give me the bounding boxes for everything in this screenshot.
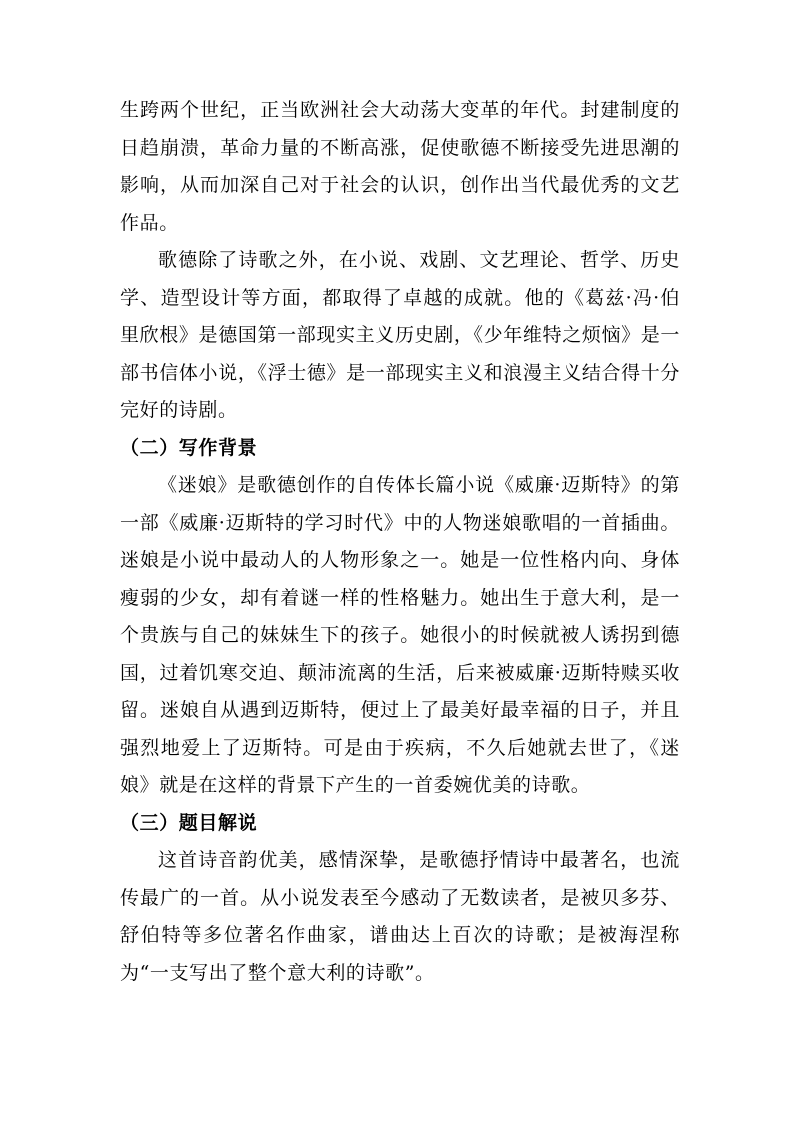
section-heading-title-explanation: （三）题目解说 [120,811,258,834]
paragraph-title-explanation: 这首诗音韵优美，感情深挚，是歌德抒情诗中最著名，也流传最广的一首。从小说发表至今感动了无数读者，是被贝多芬、舒伯特等多位著名作曲家，谱曲达上百次的诗歌；是被海涅称为“一支写出了整个意大利的诗歌”。 [120,849,680,984]
paragraph-goethe-era: 生跨两个世纪，正当欧洲社会大动荡大变革的年代。封建制度的日趋崩溃，革命力量的不断高涨，促使歌德不断接受先进思潮的影响，从而加深自己对于社会的认识，创作出当代最优秀的文艺作品。 [120,99,680,234]
paragraph-writing-background: 《迷娘》是歌德创作的自传体长篇小说《威廉·迈斯特》的第一部《威廉·迈斯特的学习时代》中的人物迷娘歌唱的一首插曲。迷娘是小说中最动人的人物形象之一。她是一位性格内向、身体瘦弱的少女，却有着谜一样的性格魅力。她出生于意大利，是一个贵族与自己的妹妹生下的孩子。她很小的时候就被人诱拐到德国，过着饥寒交迫、颠沛流离的生活，后来被威廉·迈斯特赎买收留。迷娘自从遇到迈斯特，便过上了最美好最幸福的日子，并且强烈地爱上了迈斯特。可是由于疾病，不久后她就去世了，《迷娘》就是在这样的背景下产生的一首委婉优美的诗歌。 [120,474,680,796]
paragraph-goethe-achievements: 歌德除了诗歌之外，在小说、戏剧、文艺理论、哲学、历史学、造型设计等方面，都取得了卓越的成就。他的《葛兹·冯·伯里欣根》是德国第一部现实主义历史剧，《少年维特之烦恼》是一部书信体小说，《浮士德》是一部现实主义和浪漫主义结合得十分完好的诗剧。 [120,249,680,421]
section-heading-writing-background: （二）写作背景 [120,436,258,459]
document-page [120,92,680,992]
